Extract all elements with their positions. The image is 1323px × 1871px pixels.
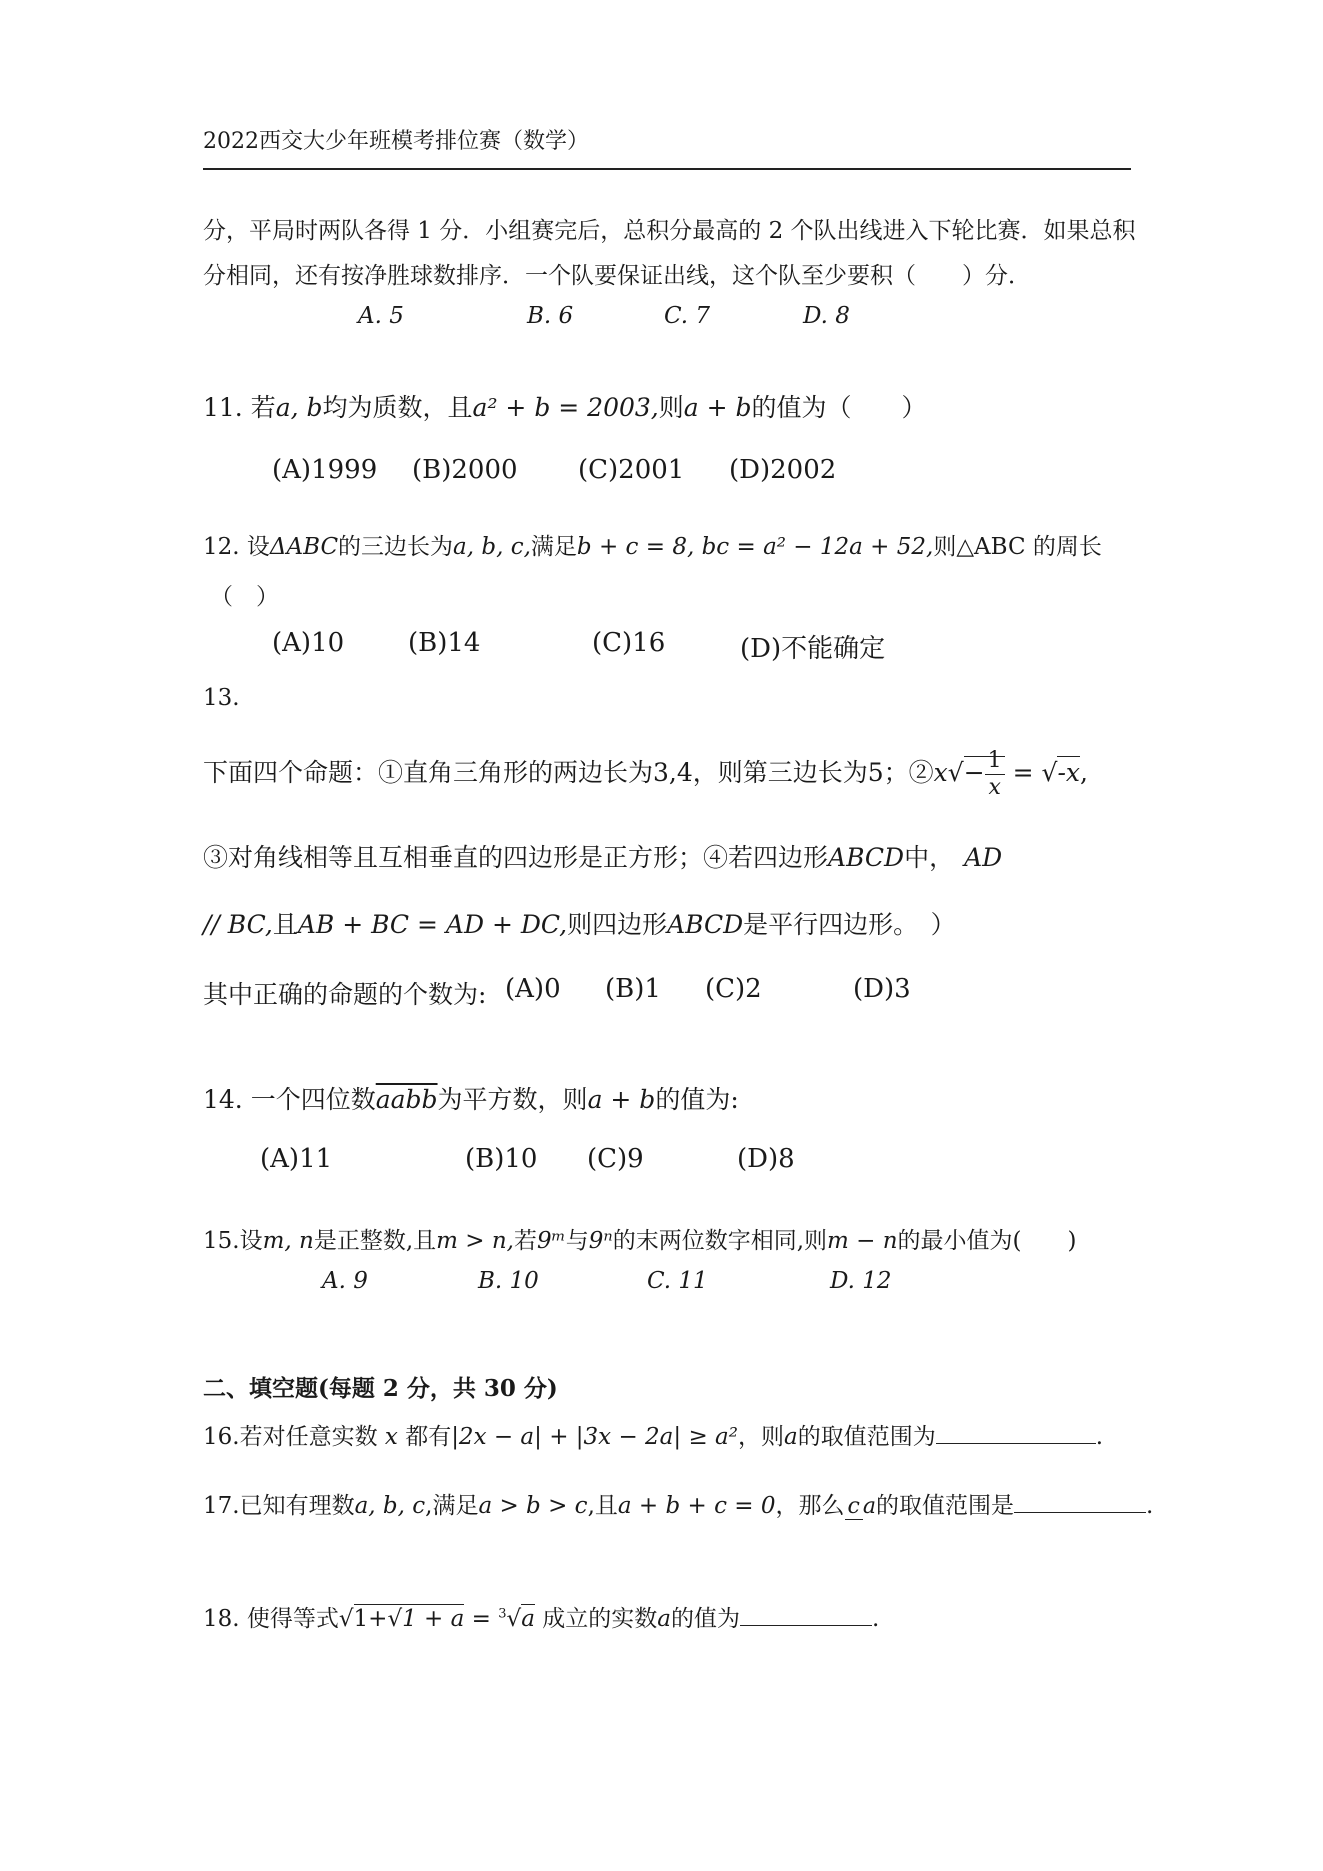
q13-number: 13.	[203, 685, 240, 711]
header-rule	[203, 168, 1131, 170]
q15-option-a: A. 9	[322, 1268, 368, 1294]
q15-stem: 15.设m, n是正整数,且m > n,若9ᵐ与9ⁿ的末两位数字相同,则m − n的最小值为( )	[203, 1228, 1077, 1254]
q14-stem: 14. 一个四位数aabb为平方数，则a + b的值为:	[203, 1085, 739, 1114]
q17-answer-blank[interactable]	[1014, 1512, 1146, 1513]
q14-option-b: (B)10	[465, 1144, 538, 1174]
q17-fraction: c a	[845, 1494, 876, 1520]
q10-option-c: C. 7	[664, 303, 711, 329]
q13-option-c: (C)2	[705, 974, 762, 1004]
q11-option-c: (C)2001	[578, 455, 685, 485]
q15-option-b: B. 10	[478, 1268, 539, 1294]
section2-title: 二、填空题(每题 2 分，共 30 分)	[203, 1375, 558, 1402]
q18-answer-blank[interactable]	[740, 1625, 872, 1626]
q13-option-d: (D)3	[853, 974, 911, 1004]
q10-line1: 分，平局时两队各得 1 分．小组赛完后，总积分最高的 2 个队出线进入下轮比赛．如果总积	[203, 218, 1136, 244]
q17-stem: 17.已知有理数a, b, c,满足a > b > c,且a + b + c = 0，那么 c a的取值范围是 .	[203, 1493, 1154, 1519]
q13-line2: ③对角线相等且互相垂直的四边形是正方形；④若四边形ABCD中， AD	[203, 843, 1003, 872]
page-header-title: 2022西交大少年班模考排位赛（数学）	[203, 129, 589, 154]
q12-option-b: (B)14	[408, 628, 481, 658]
q10-option-d: D. 8	[803, 303, 850, 329]
q15-option-d: D. 12	[830, 1268, 892, 1294]
q13-sqrt: √− $\frac{1}{x}$	[948, 756, 1005, 787]
q16-stem: 16.若对任意实数 x 都有|2x − a| + |3x − 2a| ≥ a²，则a的取值范围为 .	[203, 1424, 1103, 1450]
q14-option-c: (C)9	[587, 1144, 644, 1174]
q13-option-a: (A)0	[505, 974, 561, 1004]
q14-option-d: (D)8	[737, 1144, 795, 1174]
q13-option-b: (B)1	[605, 974, 661, 1004]
q12-paren: （ ）	[210, 584, 279, 610]
q14-option-a: (A)11	[260, 1144, 333, 1174]
q16-answer-blank[interactable]	[936, 1443, 1096, 1444]
q18-nested-sqrt: √1+√1 + a	[338, 1606, 465, 1632]
q12-option-c: (C)16	[592, 628, 666, 658]
q11-stem: 11. 若a, b均为质数，且a² + b = 2003,则a + b的值为（ ）	[203, 393, 927, 422]
q13-line4: 其中正确的命题的个数为:	[203, 980, 487, 1009]
q10-line2: 分相同，还有按净胜球数排序．一个队要保证出线，这个队至少要积（ ）分．	[203, 263, 1031, 289]
q11-option-b: (B)2000	[412, 455, 518, 485]
q12-option-a: (A)10	[272, 628, 345, 658]
q11-option-a: (A)1999	[272, 455, 378, 485]
q18-stem: 18. 使得等式√1+√1 + a = $^3$√a 成立的实数a的值为 .	[203, 1606, 880, 1632]
q12-stem: 12. 设ΔABC的三边长为a, b, c,满足b + c = 8, bc = a² − 12a + 52,则△ABC 的周长	[203, 534, 1102, 560]
q10-option-b: B. 6	[527, 303, 574, 329]
q14-overline-number: aabb	[375, 1085, 438, 1114]
q12-option-d: (D)不能确定	[740, 634, 886, 664]
q11-option-d: (D)2002	[729, 455, 837, 485]
q13-line3: // BC,且AB + BC = AD + DC,则四边形ABCD是平行四边形。 ）	[203, 910, 956, 939]
q15-option-c: C. 11	[647, 1268, 708, 1294]
q10-option-a: A. 5	[358, 303, 404, 329]
q18-cube-root: $^3$√a	[498, 1606, 535, 1632]
q13-line1: 下面四个命题：①直角三角形的两边长为3,4，则第三边长为5；②x√− $\frac{1}{x} = √-x$,	[203, 748, 1088, 800]
